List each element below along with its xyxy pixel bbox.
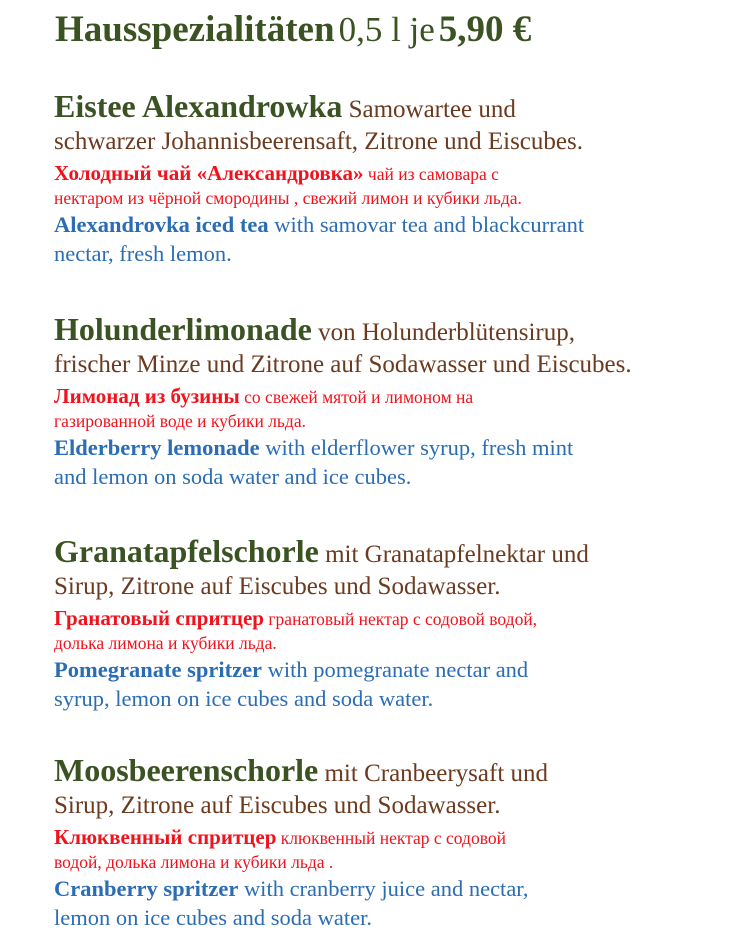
menu-item-moosbeerenschorle bbox=[54, 754, 734, 932]
item-russian-desc-line2: долька лимона и кубики льда. bbox=[54, 633, 277, 653]
item-english-desc-line2: nectar, fresh lemon. bbox=[54, 241, 232, 266]
item-english bbox=[54, 655, 734, 684]
header-title: Hausspezialitäten bbox=[55, 9, 335, 50]
menu-item-granatapfelschorle bbox=[54, 535, 734, 713]
item-russian-name: Гранатовый спритцер bbox=[54, 606, 264, 630]
item-german bbox=[54, 313, 734, 349]
item-russian-desc: гранатовый нектар с содовой водой, bbox=[268, 609, 538, 629]
item-german-desc: von Holunderblütensirup, bbox=[318, 319, 575, 346]
menu-item-holunderlimonade bbox=[54, 313, 734, 491]
item-german bbox=[54, 90, 734, 126]
item-german-desc-line2: frischer Minze und Zitrone auf Sodawasser und Eiscubes. bbox=[54, 351, 632, 378]
item-german-desc-line2: Sirup, Zitrone auf Eiscubes und Sodawasser. bbox=[54, 573, 501, 600]
item-russian-desc-line2: нектаром из чёрной смородины , свежий лимон и кубики льда. bbox=[54, 188, 522, 208]
item-english-desc: with cranberry juice and nectar, bbox=[243, 876, 529, 901]
item-russian bbox=[54, 606, 734, 631]
item-russian-desc-line2: водой, долька лимона и кубики льда . bbox=[54, 852, 334, 872]
item-russian-desc: клюквенный нектар с содовой bbox=[280, 828, 506, 848]
item-german-name: Moosbeerenschorle bbox=[54, 752, 319, 788]
item-russian bbox=[54, 384, 734, 409]
item-german-desc: mit Granatapfelnektar und bbox=[325, 541, 589, 568]
item-russian-name: Клюквенный спритцер bbox=[54, 825, 277, 849]
item-english bbox=[54, 210, 734, 239]
header-size: 0,5 l je bbox=[338, 10, 435, 49]
item-english-name: Cranberry spritzer bbox=[54, 876, 239, 901]
item-german-desc: Samowartee und bbox=[348, 96, 516, 123]
item-russian-desc-line2: газированной воде и кубики льда. bbox=[54, 411, 306, 431]
item-german-name: Holunderlimonade bbox=[54, 311, 312, 347]
item-english-name: Pomegranate spritzer bbox=[54, 657, 263, 682]
item-russian-desc: со свежей мятой и лимоном на bbox=[244, 387, 474, 407]
item-russian bbox=[54, 825, 734, 850]
item-english-name: Elderberry lemonade bbox=[54, 435, 260, 460]
menu-header bbox=[55, 6, 531, 61]
item-english-desc-line2: and lemon on soda water and ice cubes. bbox=[54, 464, 412, 489]
item-english-desc: with elderflower syrup, fresh mint bbox=[265, 435, 574, 460]
item-german bbox=[54, 535, 734, 571]
item-russian-desc: чай из самовара с bbox=[367, 164, 499, 184]
item-german bbox=[54, 754, 734, 790]
item-russian-name: Лимонад из бузины bbox=[54, 384, 240, 408]
item-german-desc-line2: schwarzer Johannisbeerensaft, Zitrone und Eiscubes. bbox=[54, 128, 583, 155]
item-english bbox=[54, 874, 734, 903]
item-german-desc: mit Cranbeerysaft und bbox=[324, 760, 549, 787]
item-russian-name: Холодный чай «Александровка» bbox=[54, 161, 364, 185]
item-english-desc: with pomegranate nectar and bbox=[267, 657, 529, 682]
item-english-name: Alexandrovka iced tea bbox=[54, 212, 269, 237]
menu-item-eistee bbox=[54, 90, 734, 268]
item-english-desc-line2: lemon on ice cubes and soda water. bbox=[54, 905, 373, 930]
item-german-name: Eistee Alexandrowka bbox=[54, 88, 343, 124]
item-german-desc-line2: Sirup, Zitrone auf Eiscubes und Sodawasser. bbox=[54, 792, 501, 819]
item-english bbox=[54, 433, 734, 462]
item-german-name: Granatapfelschorle bbox=[54, 533, 319, 569]
item-english-desc: with samovar tea and blackcurrant bbox=[274, 212, 585, 237]
item-russian bbox=[54, 161, 734, 186]
header-price: 5,90 € bbox=[438, 9, 532, 50]
item-english-desc-line2: syrup, lemon on ice cubes and soda water. bbox=[54, 686, 434, 711]
